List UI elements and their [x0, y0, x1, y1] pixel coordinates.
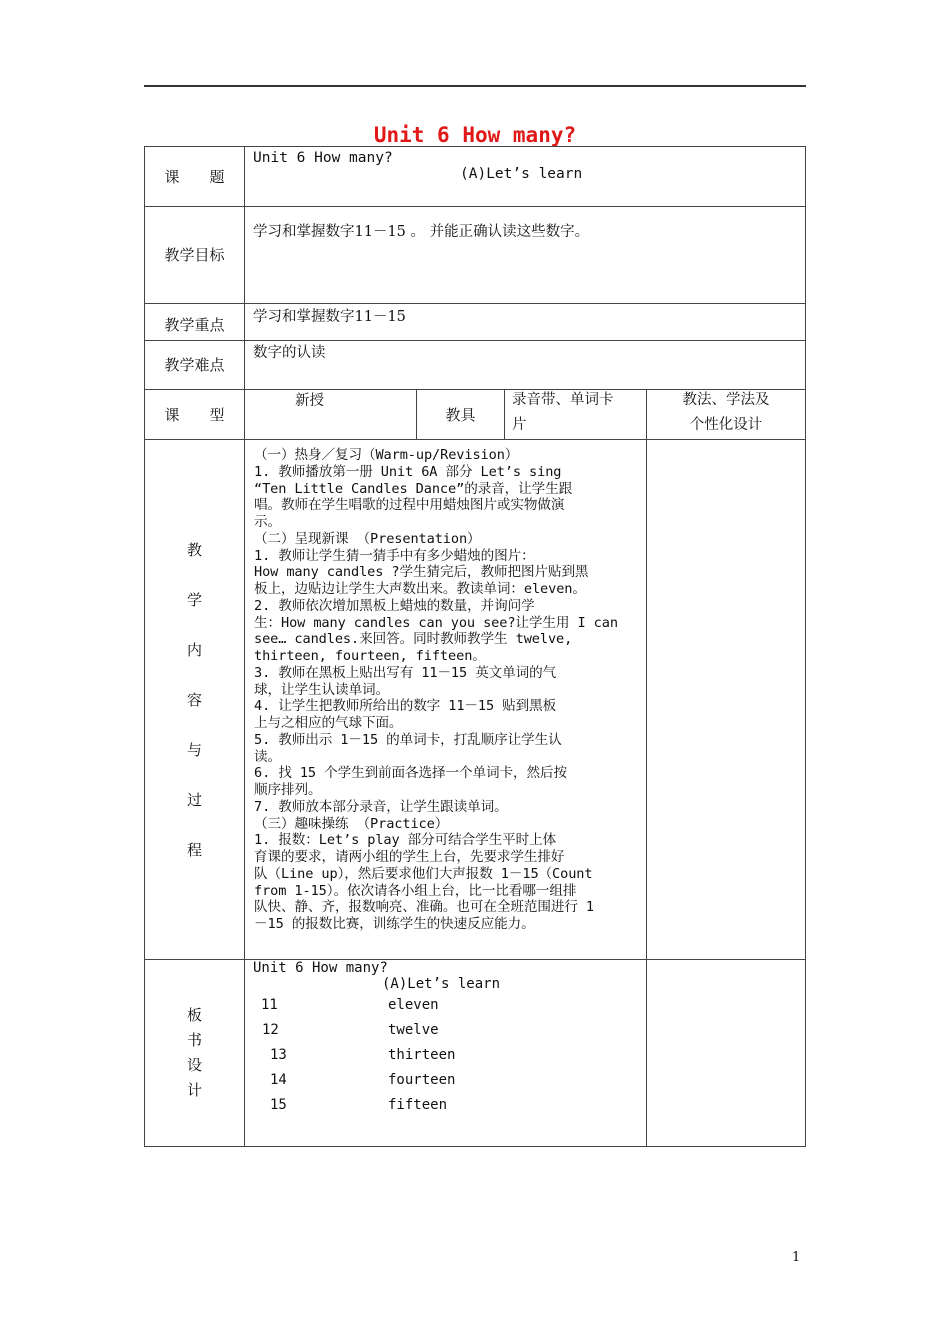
board-entry-word: twelve [388, 1022, 439, 1038]
board-notes-cell [646, 959, 806, 1147]
process-line: （三）趣味操练 （Practice） [254, 815, 449, 832]
process-line: 2. 教师依次增加黑板上蜡烛的数量，并询问学 [254, 597, 535, 614]
process-line: 7. 教师放本部分录音，让学生跟读单词。 [254, 798, 508, 815]
process-label [144, 439, 245, 960]
header-rule [144, 85, 806, 87]
process-line: －15 的报数比赛，训练学生的快速反应能力。 [254, 916, 535, 932]
type-label: 课 型 [164, 405, 225, 424]
document-title: Unit 6 How many? [373, 123, 577, 147]
difficulty-label: 教学难点 [164, 356, 225, 374]
board-label-char: 设 [186, 1056, 202, 1074]
board-entry-word: eleven [388, 997, 439, 1013]
process-label-char: 容 [186, 690, 202, 709]
process-line: from 1-15）。依次请各小组上台，比一比看哪一组排 [254, 882, 577, 899]
key-label: 教学重点 [164, 316, 225, 334]
process-line: thirteen, fourteen, fifteen。 [254, 648, 486, 664]
process-line: 育课的要求，请两小组的学生上台，先要求学生排好 [254, 849, 565, 865]
board-label-char: 计 [186, 1081, 202, 1099]
process-line: 上与之相应的气球下面。 [254, 715, 403, 731]
goal-label: 教学目标 [164, 246, 225, 264]
lesson-plan-table [144, 146, 806, 1147]
process-label-char: 程 [186, 840, 202, 859]
process-line: How many candles ?学生猜完后，教师把图片贴到黑 [254, 564, 589, 581]
board-entry-number: 11 [261, 997, 278, 1013]
method-line-1: 教法、学法及 [682, 392, 770, 408]
process-line: 唱。教师在学生唱歌的过程中用蜡烛图片或实物做演 [254, 497, 565, 514]
process-label-char: 过 [186, 790, 202, 809]
board-entry-number: 12 [262, 1022, 279, 1038]
process-label-char: 教 [186, 540, 202, 559]
aids-label: 教具 [445, 405, 476, 424]
board-entry-number: 14 [270, 1072, 287, 1088]
process-line: （二）呈现新课 （Presentation） [254, 530, 481, 547]
process-line: 3. 教师在黑板上贴出写有 11－15 英文单词的气 [254, 664, 557, 681]
process-line: 队快、静、齐，报数响亮、准确。也可在全班范围进行 1 [254, 899, 595, 916]
board-label-char: 书 [186, 1031, 202, 1049]
difficulty-text: 数字的认读 [253, 345, 326, 361]
aids-line-2: 片 [512, 417, 527, 433]
process-line: “Ten Little Candles Dance”的录音，让学生跟 [254, 480, 573, 497]
board-entry-number: 15 [270, 1097, 287, 1113]
topic-line-2: (A)Let’s learn [460, 166, 583, 182]
board-entry-word: fifteen [388, 1097, 448, 1113]
page-number: 1 [792, 1250, 801, 1265]
board-entry-number: 13 [270, 1047, 287, 1063]
board-subtitle: (A)Let’s learn [382, 976, 501, 992]
board-label [144, 959, 245, 1147]
process-line: 6. 找 15 个学生到前面各选择一个单词卡，然后按 [254, 765, 567, 782]
board-title: Unit 6 How many? [253, 960, 388, 976]
process-line: 4. 让学生把教师所给出的数字 11－15 贴到黑板 [254, 698, 557, 715]
difficulty-value-cell [244, 340, 806, 390]
goal-text: 学习和掌握数字11－15 。 并能正确认读这些数字。 [253, 224, 590, 240]
process-notes-cell [646, 439, 806, 960]
process-line: 5. 教师出示 1－15 的单词卡，打乱顺序让学生认 [254, 731, 562, 748]
process-label-char: 与 [186, 740, 202, 759]
process-line: 读。 [254, 748, 281, 765]
process-label-char: 学 [186, 590, 202, 609]
process-line: 1. 教师让学生猜一猜手中有多少蜡烛的图片： [254, 547, 535, 564]
method-line-2: 个性化设计 [689, 417, 763, 433]
board-label-char: 板 [186, 1006, 202, 1024]
key-text: 学习和掌握数字11－15 [253, 309, 406, 325]
process-line: 1. 报数：Let’s play 部分可结合学生平时上体 [254, 832, 557, 849]
type-value: 新授 [295, 393, 324, 409]
process-line: 球，让学生认读单词。 [254, 681, 389, 698]
process-line: 队（Line up），然后要求他们大声报数 1－15（Count [254, 865, 593, 882]
process-line: 生：How many candles can you see?让学生用 I can [254, 614, 618, 631]
goal-value-cell [244, 206, 806, 304]
board-entry-word: fourteen [388, 1072, 456, 1088]
process-line: 1. 教师播放第一册 Unit 6A 部分 Let’s sing [254, 463, 562, 480]
process-line: 示。 [254, 514, 281, 530]
process-label-char: 内 [186, 640, 202, 659]
board-entry-word: thirteen [388, 1047, 456, 1063]
aids-line-1: 录音带、单词卡 [512, 392, 614, 408]
process-content [254, 447, 640, 933]
topic-label: 课 题 [164, 167, 225, 186]
process-line: 顺序排列。 [254, 782, 322, 798]
topic-line-1: Unit 6 How many? [253, 150, 393, 166]
type-value-cell [244, 389, 417, 440]
process-line: （一）热身／复习（Warm-up/Revision） [254, 447, 519, 463]
process-line: 板上，边贴边让学生大声数出来。教读单词：eleven。 [254, 581, 586, 597]
process-line: see… candles.来回答。同时教师教学生 twelve, [254, 631, 573, 648]
